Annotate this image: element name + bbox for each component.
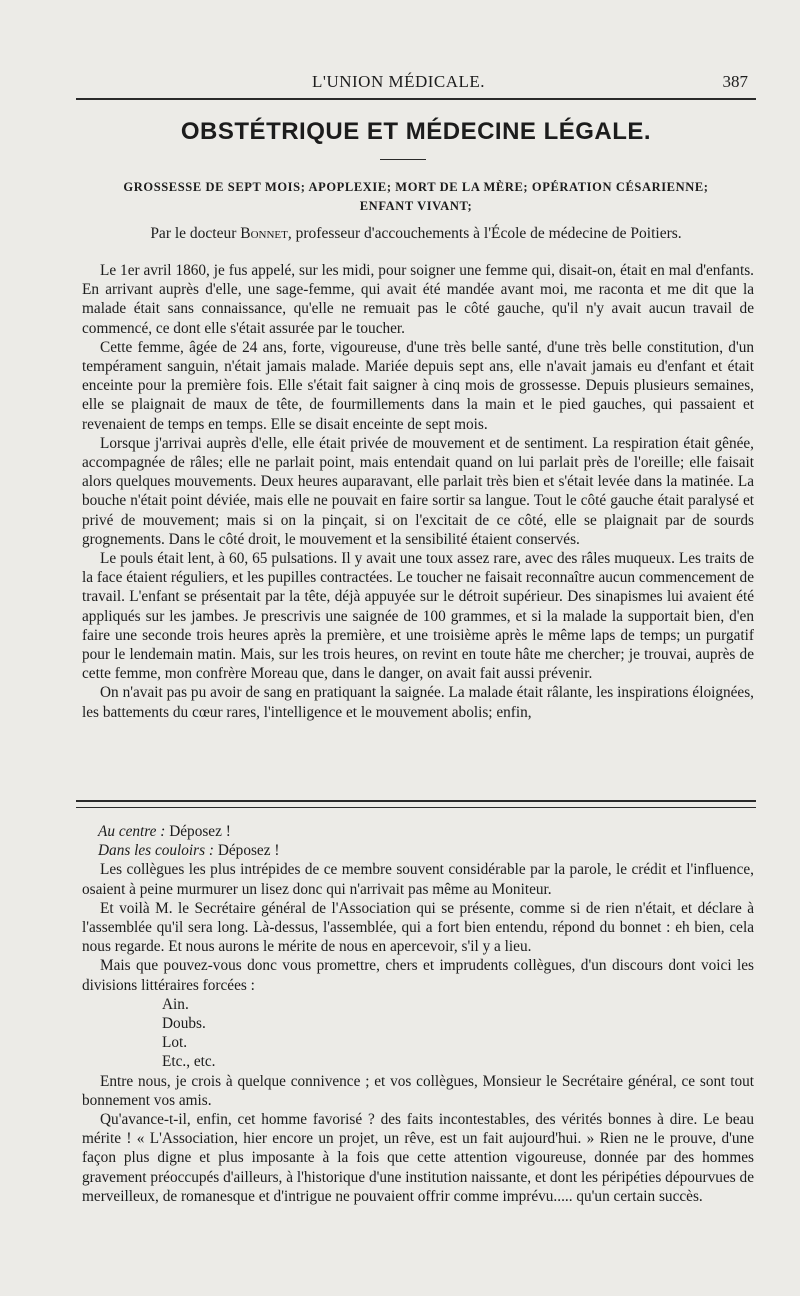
feuilleton-cry-1 (82, 822, 754, 841)
feuilleton-paragraph-4: Entre nous, je crois à quelque connivence ; et vos collègues, Monsieur le Secrétaire général, ce sont tout bonnement vos amis. (82, 1072, 754, 1109)
byline-suffix: , professeur d'accouchements à l'École de médecine de Poitiers. (287, 225, 682, 242)
feuilleton-paragraph-3: Mais que pouvez-vous donc vous promettre, chers et imprudents collègues, d'un discours dont voici les divisions littéraires forcées : (82, 957, 754, 994)
article-paragraph-1: Le 1er avril 1860, je fus appelé, sur les midi, pour soigner une femme qui, disait-on, était en mal d'enfants. En arrivant auprès d'elle, une sage-femme, qui avait été mandée avant moi, me raconta et me dit que la malade était sans connaissance, qu'elle ne remuait pas le côté gauche, qu'il n'y avait aucun travail de commencé, ce dont elle s'était assurée par le toucher. (82, 262, 754, 337)
division-item: Doubs. (162, 1015, 206, 1033)
feuilleton-paragraph-2: Et voilà M. le Secrétaire général de l'Association qui se présente, comme si de rien n'était, et déclare à l'assemblée qu'il sera long. Là-dessus, l'assemblée, qui a fort bien entendu, répond du bonnet : eh bien, cela nous regarde. Et nous aurons le mérite de nous en apercevoir, s'il y a lieu. (82, 899, 754, 956)
article-paragraph-3: Lorsque j'arrivai auprès d'elle, elle était privée de mouvement et de sentiment. La respiration était gênée, accompagnée de râles; elle ne parlait point, mais entendait quand on lui parlait près de l'oreille; elle faisait alors quelques mouvements. Deux heures auparavant, elle parlait très bien et s'était levée dans la matinée. La bouche n'était point déviée, mais elle ne pouvait en faire sortir sa langue. Tout le côté gauche était paralysé et privé de mouvement; mais si on la pinçait, si on l'excitait de ce côté, elle se plaignait par de sourds grognements. Dans le côté droit, le mouvement et la sensibilité étaient conservés. (82, 434, 754, 548)
byline-prefix: Par le docteur (150, 225, 241, 242)
article-paragraph-4: Le pouls était lent, à 60, 65 pulsations. Il y avait une toux assez rare, avec des râles muqueux. Les traits de la face étaient réguliers, et les pupilles contractées. Le toucher ne faisait reconnaître aucun commencement de travail. L'enfant se présentait par la tête, déjà appuyée sur le détroit supérieur. Des sinapismes lui avaient été appliqués sur les jambes. Je prescrivis une saignée de 100 grammes, et si la malade la supportait bien, d'en faire une seconde trois heures après la première, et une troisième après le même laps de temps; un purgatif pour le lendemain matin. Mais, sur les trois heures, on revint en toute hâte me chercher; je trouvai, auprès de cette femme, mon confrère Moreau que, dans le danger, on avait fait aussi prévenir. (82, 550, 754, 683)
divisions-list (162, 995, 754, 1072)
article-paragraph-5: On n'avait pas pu avoir de sang en pratiquant la saignée. La malade était râlante, les inspirations éloignées, les battements du cœur rares, l'intelligence et le mouvement abolis; enfin, (82, 684, 754, 721)
feuilleton-paragraph-5: Qu'avance-t-il, enfin, cet homme favorisé ? des faits incontestables, des vérités bonnes à dire. Le beau mérite ! « L'Association, hier encore un projet, un rêve, est un fait aujourd'hui. » Rien ne le prouve, d'une façon plus digne et plus imposante à la fois que cette attention vigoureuse, donnée par des hommes gravement préoccupés d'ailleurs, à l'historique d'une institution naissante, et dont les péripéties dépourvues de merveilleux, de romanesque et d'intrigue ne pouvaient offrir comme imprévu..... qu'un certain succès. (82, 1111, 754, 1205)
feuilleton-divider (76, 800, 756, 808)
article-heading-line1: GROSSESSE DE SEPT MOIS; APOPLEXIE; MORT DE LA MÈRE; OPÉRATION CÉSARIENNE; (123, 180, 709, 194)
page-number: 387 (722, 72, 748, 91)
cry2-label: Dans les couloirs : (98, 842, 218, 860)
byline (76, 225, 756, 243)
section-title: OBSTÉTRIQUE ET MÉDECINE LÉGALE. (180, 118, 652, 145)
feuilleton-cry-2 (82, 841, 754, 860)
division-item: Lot. (162, 1034, 188, 1052)
article-heading (76, 178, 756, 216)
division-item: Etc., etc. (162, 1053, 216, 1071)
running-title: L'UNION MÉDICALE. (312, 72, 486, 91)
cry1-text: Déposez ! (169, 823, 231, 840)
cry1-label: Au centre : (98, 823, 170, 840)
article-heading-line2: ENFANT VIVANT; (359, 199, 473, 213)
title-rule (380, 159, 426, 160)
running-head (76, 70, 756, 100)
article-paragraph-2: Cette femme, âgée de 24 ans, forte, vigoureuse, d'une très belle santé, d'une très belle constitution, d'un tempérament sanguin, n'était jamais malade. Mariée depuis sept ans, elle n'avait jamais eu d'enfant et était enceinte pour la première fois. Elle s'était fait saigner à cinq mois de grossesse. Depuis plusieurs semaines, elle se plaignait de maux de tête, de fourmillements dans la main et le pied gauches, qui passaient et revenaient de temps en temps. Elle se disait enceinte de sept mois. (82, 338, 754, 433)
article-body (82, 261, 754, 722)
byline-author: Bonnet (240, 225, 288, 242)
division-item: Ain. (162, 995, 189, 1013)
feuilleton (82, 822, 754, 1206)
feuilleton-paragraph-1: Les collègues les plus intrépides de ce membre souvent considérable par la parole, le crédit et l'influence, osaient à peine murmurer un lisez donc qui n'arrivait pas même au Moniteur. (82, 861, 754, 898)
cry2-text: Déposez ! (217, 842, 280, 860)
